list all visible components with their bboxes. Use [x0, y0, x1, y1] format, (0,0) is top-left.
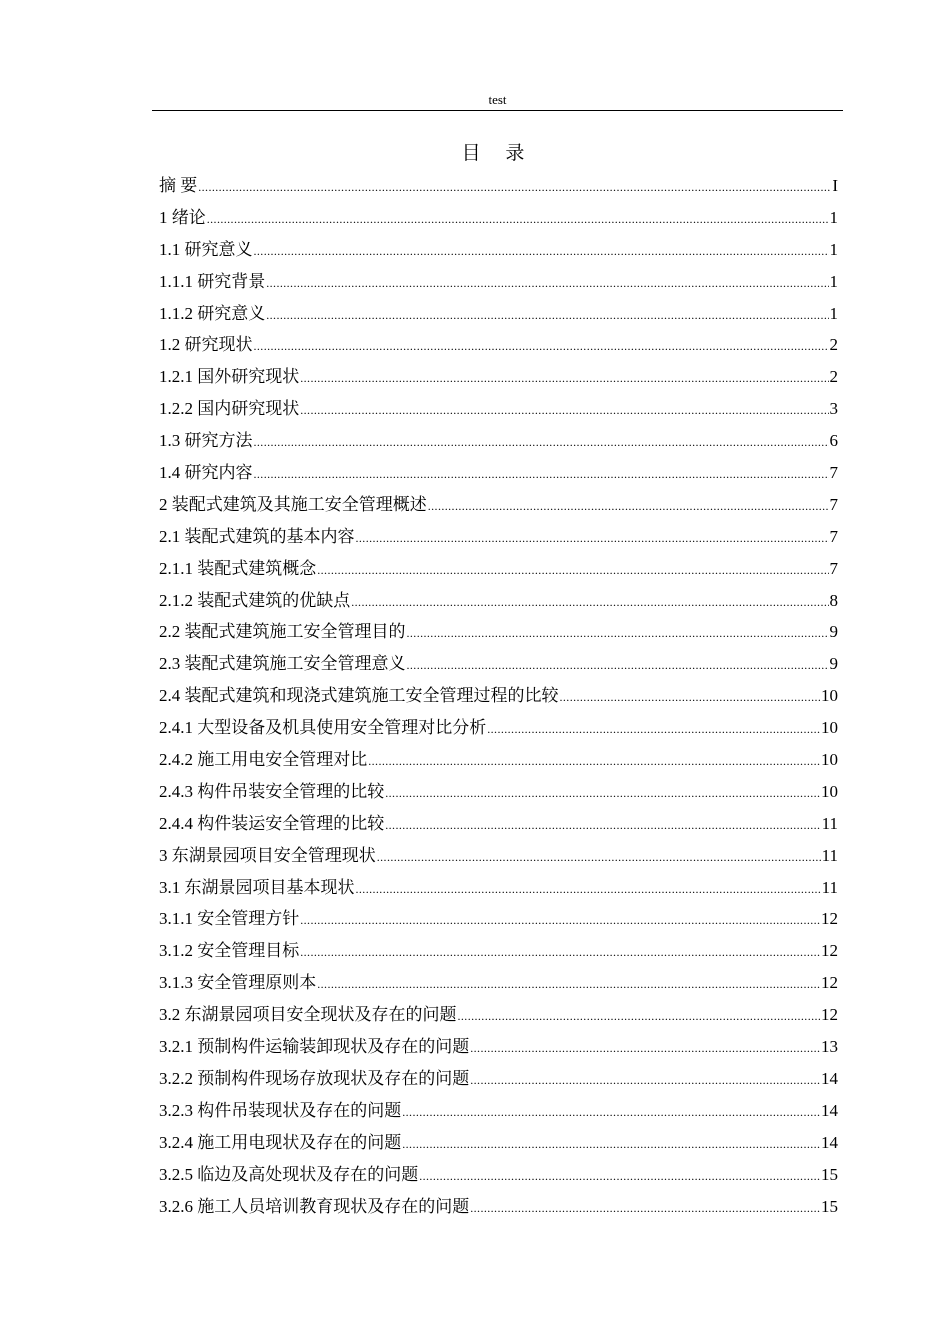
- toc-entry[interactable]: [159, 999, 838, 1031]
- toc-entry-page-number: 8: [829, 590, 838, 610]
- toc-entry-label: 2.4.4 构件装运安全管理的比较: [159, 813, 385, 833]
- toc-dot-leader: [402, 1097, 820, 1129]
- toc-entry[interactable]: [159, 266, 838, 298]
- toc-entry[interactable]: [159, 808, 838, 840]
- toc-entry[interactable]: [159, 1191, 838, 1223]
- toc-dot-leader: [470, 1193, 820, 1225]
- toc-entry-label: 2.4.2 施工用电安全管理对比: [159, 750, 368, 770]
- toc-entry[interactable]: [159, 1127, 838, 1159]
- toc-entry-page-number: 7: [829, 494, 838, 514]
- toc-entry[interactable]: [159, 329, 838, 361]
- toc-entry-label: 2.4.3 构件吊装安全管理的比较: [159, 781, 385, 801]
- toc-dot-leader: [407, 650, 829, 682]
- toc-entry-page-number: 9: [829, 654, 838, 674]
- toc-entry[interactable]: [159, 1031, 838, 1063]
- toc-entry-label: 3.2.6 施工人员培训教育现状及存在的问题: [159, 1196, 470, 1216]
- toc-entry-label: 2.4 装配式建筑和现浇式建筑施工安全管理过程的比较: [159, 686, 559, 706]
- toc-entry-label: 1.4 研究内容: [159, 463, 253, 483]
- toc-entry-page-number: 1: [829, 207, 838, 227]
- toc-entry-label: 3.1.1 安全管理方针: [159, 909, 300, 929]
- toc-entry-label: 1 绪论: [159, 207, 206, 227]
- toc-dot-leader: [254, 427, 829, 459]
- toc-entry-page-number: 10: [821, 750, 838, 770]
- toc-entry-page-number: 1: [829, 271, 838, 291]
- toc-entry-page-number: 12: [821, 909, 838, 929]
- toc-entry-label: 2.1.1 装配式建筑概念: [159, 558, 317, 578]
- toc-entry-label: 3.2.3 构件吊装现状及存在的问题: [159, 1100, 402, 1120]
- toc-dot-leader: [385, 778, 820, 810]
- toc-dot-leader: [300, 363, 828, 395]
- toc-entry-label: 3.2.1 预制构件运输装卸现状及存在的问题: [159, 1037, 470, 1057]
- toc-entry-page-number: 11: [821, 845, 838, 865]
- toc-entry-page-number: 12: [821, 973, 838, 993]
- toc-entry[interactable]: [159, 393, 838, 425]
- toc-entry-label: 3.2.5 临边及高处现状及存在的问题: [159, 1164, 419, 1184]
- toc-entry[interactable]: [159, 1063, 838, 1095]
- toc-dot-leader: [317, 969, 820, 1001]
- toc-entry-label: 1.2.2 国内研究现状: [159, 399, 300, 419]
- toc-entry-label: 2.2 装配式建筑施工安全管理目的: [159, 622, 406, 642]
- toc-entry-page-number: 15: [821, 1164, 838, 1184]
- toc-dot-leader: [300, 937, 820, 969]
- toc-entry-label: 3.2.4 施工用电现状及存在的问题: [159, 1132, 402, 1152]
- toc-entry-label: 1.1.1 研究背景: [159, 271, 266, 291]
- toc-entry[interactable]: [159, 202, 838, 234]
- toc-entry[interactable]: [159, 935, 838, 967]
- toc-entry-label: 2.1 装配式建筑的基本内容: [159, 526, 355, 546]
- toc-entry-page-number: 6: [829, 431, 838, 451]
- toc-entry-page-number: 10: [821, 781, 838, 801]
- toc-dot-leader: [560, 682, 821, 714]
- toc-entry-label: 3.2.2 预制构件现场存放现状及存在的问题: [159, 1068, 470, 1088]
- toc-dot-leader: [300, 395, 828, 427]
- toc-dot-leader: [207, 204, 829, 236]
- toc-entry[interactable]: [159, 170, 838, 202]
- toc-title: 目 录: [461, 143, 535, 164]
- toc-entry-label: 1.3 研究方法: [159, 431, 253, 451]
- toc-entry[interactable]: [159, 298, 838, 330]
- toc-entry-label: 1.2 研究现状: [159, 335, 253, 355]
- toc-entry-page-number: 14: [821, 1100, 838, 1120]
- toc-entry[interactable]: [159, 872, 838, 904]
- toc-dot-leader: [300, 905, 820, 937]
- toc-entry-label: 3.2 东湖景园项目安全现状及存在的问题: [159, 1005, 457, 1025]
- toc-entry-page-number: 12: [821, 1005, 838, 1025]
- toc-entry[interactable]: [159, 457, 838, 489]
- toc-entry-page-number: 10: [821, 718, 838, 738]
- toc-dot-leader: [487, 714, 820, 746]
- toc-entry-label: 1.1 研究意义: [159, 239, 253, 259]
- toc-entry[interactable]: [159, 425, 838, 457]
- toc-entry[interactable]: [159, 585, 838, 617]
- toc-dot-leader: [266, 300, 828, 332]
- toc-dot-leader: [266, 268, 828, 300]
- toc-entry-page-number: 14: [821, 1068, 838, 1088]
- toc-dot-leader: [385, 810, 820, 842]
- toc-entry-label: 2 装配式建筑及其施工安全管理概述: [159, 494, 427, 514]
- toc-entry-page-number: 9: [829, 622, 838, 642]
- toc-entry-page-number: 11: [821, 813, 838, 833]
- toc-entry-label: 3.1.2 安全管理目标: [159, 941, 300, 961]
- toc-dot-leader: [254, 331, 829, 363]
- toc-entry-page-number: 1: [829, 239, 838, 259]
- toc-entry-page-number: 7: [829, 558, 838, 578]
- toc-entry[interactable]: [159, 648, 838, 680]
- toc-entry-page-number: 10: [821, 686, 838, 706]
- toc-entry-label: 摘 要: [159, 176, 198, 195]
- toc-entry-page-number: 7: [829, 463, 838, 483]
- toc-entry-label: 1.1.2 研究意义: [159, 303, 266, 323]
- toc-dot-leader: [470, 1065, 820, 1097]
- toc-dot-leader: [351, 587, 828, 619]
- toc-entry[interactable]: [159, 521, 838, 553]
- table-of-contents: [159, 170, 838, 1222]
- toc-entry[interactable]: [159, 616, 838, 648]
- toc-entry[interactable]: [159, 1095, 838, 1127]
- toc-dot-leader: [356, 523, 829, 555]
- toc-entry-page-number: I: [832, 176, 838, 195]
- toc-dot-leader: [356, 874, 821, 906]
- toc-dot-leader: [419, 1161, 820, 1193]
- toc-dot-leader: [407, 618, 829, 650]
- toc-entry-label: 2.1.2 装配式建筑的优缺点: [159, 590, 351, 610]
- toc-entry-page-number: 2: [829, 367, 838, 387]
- toc-entry-page-number: 11: [821, 877, 838, 897]
- toc-entry[interactable]: [159, 680, 838, 712]
- toc-entry-label: 1.2.1 国外研究现状: [159, 367, 300, 387]
- page-header: test: [152, 92, 843, 111]
- toc-entry-label: 3 东湖景园项目安全管理现状: [159, 845, 376, 865]
- toc-entry-label: 2.3 装配式建筑施工安全管理意义: [159, 654, 406, 674]
- toc-entry-label: 3.1 东湖景园项目基本现状: [159, 877, 355, 897]
- toc-entry-page-number: 15: [821, 1196, 838, 1216]
- toc-dot-leader: [428, 491, 829, 523]
- toc-entry[interactable]: [159, 712, 838, 744]
- toc-dot-leader: [458, 1001, 821, 1033]
- toc-dot-leader: [377, 842, 821, 874]
- toc-entry-page-number: 14: [821, 1132, 838, 1152]
- toc-entry[interactable]: [159, 744, 838, 776]
- toc-entry[interactable]: [159, 234, 838, 266]
- toc-entry[interactable]: [159, 489, 838, 521]
- toc-dot-leader: [198, 172, 831, 204]
- toc-entry[interactable]: [159, 1159, 838, 1191]
- toc-entry-page-number: 2: [829, 335, 838, 355]
- toc-dot-leader: [317, 555, 828, 587]
- toc-entry-page-number: 13: [821, 1037, 838, 1057]
- toc-entry[interactable]: [159, 553, 838, 585]
- toc-entry[interactable]: [159, 967, 838, 999]
- toc-dot-leader: [368, 746, 820, 778]
- toc-entry-page-number: 12: [821, 941, 838, 961]
- toc-entry-label: 2.4.1 大型设备及机具使用安全管理对比分析: [159, 718, 487, 738]
- toc-entry[interactable]: [159, 903, 838, 935]
- toc-entry[interactable]: [159, 840, 838, 872]
- toc-entry[interactable]: [159, 776, 838, 808]
- toc-dot-leader: [254, 459, 829, 491]
- toc-entry-label: 3.1.3 安全管理原则本: [159, 973, 317, 993]
- toc-dot-leader: [254, 236, 829, 268]
- toc-dot-leader: [402, 1129, 820, 1161]
- toc-entry-page-number: 7: [829, 526, 838, 546]
- toc-entry-page-number: 3: [829, 399, 838, 419]
- toc-dot-leader: [470, 1033, 820, 1065]
- toc-entry[interactable]: [159, 361, 838, 393]
- toc-entry-page-number: 1: [829, 303, 838, 323]
